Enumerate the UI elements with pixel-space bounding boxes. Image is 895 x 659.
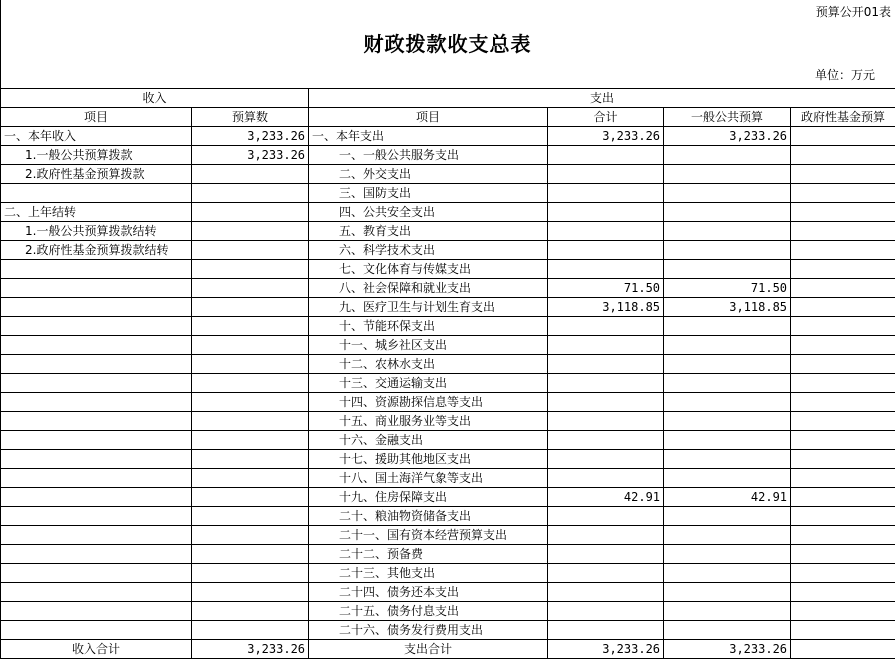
expense-fund-cell [791, 583, 895, 602]
expense-total-cell [548, 184, 664, 203]
expense-item-cell: 十八、国土海洋气象等支出 [309, 469, 548, 488]
income-item-cell: 1.一般公共预算拨款结转 [1, 222, 192, 241]
expense-total-cell: 3,118.85 [548, 298, 664, 317]
table-row [1, 355, 895, 374]
table-row [1, 564, 895, 583]
expense-item-cell: 二十三、其他支出 [309, 564, 548, 583]
table-row [1, 412, 895, 431]
expense-fund-cell [791, 621, 895, 640]
header-row-columns [1, 108, 895, 127]
expense-total-cell [548, 336, 664, 355]
income-item-cell [1, 374, 192, 393]
expense-total-cell [548, 241, 664, 260]
expense-fund-cell [791, 203, 895, 222]
expense-item-cell: 二十、粮油物资储备支出 [309, 507, 548, 526]
income-value-cell [192, 222, 309, 241]
income-value-cell [192, 583, 309, 602]
income-item-cell [1, 260, 192, 279]
expense-fund-cell [791, 165, 895, 184]
income-section-header: 收入 [1, 89, 309, 108]
expense-general-total: 3,233.26 [664, 640, 791, 659]
expense-fund-cell [791, 222, 895, 241]
expense-fund-cell [791, 355, 895, 374]
expense-item-cell: 十五、商业服务业等支出 [309, 412, 548, 431]
expense-item-cell: 十一、城乡社区支出 [309, 336, 548, 355]
income-value-cell [192, 393, 309, 412]
income-item-cell [1, 507, 192, 526]
expense-fund-cell [791, 298, 895, 317]
income-value-cell [192, 469, 309, 488]
income-total-value: 3,233.26 [192, 640, 309, 659]
income-value-cell [192, 165, 309, 184]
expense-fund-cell [791, 564, 895, 583]
expense-general-cell [664, 469, 791, 488]
income-item-cell [1, 317, 192, 336]
income-value-cell [192, 279, 309, 298]
income-value-cell [192, 602, 309, 621]
expense-fund-cell [791, 488, 895, 507]
expense-fund-cell [791, 336, 895, 355]
income-item-cell: 2.政府性基金预算拨款结转 [1, 241, 192, 260]
expense-general-cell [664, 526, 791, 545]
table-row [1, 450, 895, 469]
table-row [1, 545, 895, 564]
expense-item-cell: 二十四、债务还本支出 [309, 583, 548, 602]
expense-total-cell [548, 146, 664, 165]
income-value-cell [192, 507, 309, 526]
expense-item-cell: 五、教育支出 [309, 222, 548, 241]
expense-total-cell [548, 583, 664, 602]
header-row-sections [1, 89, 895, 108]
expense-general-cell: 42.91 [664, 488, 791, 507]
expense-total-value: 3,233.26 [548, 640, 664, 659]
income-item-cell [1, 355, 192, 374]
expense-fund-cell [791, 393, 895, 412]
expense-item-cell: 二十一、国有资本经营预算支出 [309, 526, 548, 545]
table-row [1, 146, 895, 165]
expense-item-cell: 十四、资源勘探信息等支出 [309, 393, 548, 412]
expense-total-cell: 3,233.26 [548, 127, 664, 146]
income-item-header: 项目 [1, 108, 192, 127]
expense-total-cell [548, 450, 664, 469]
expense-general-header: 一般公共预算 [664, 108, 791, 127]
income-item-cell [1, 621, 192, 640]
income-item-cell [1, 564, 192, 583]
page-title: 财政拨款收支总表 [363, 32, 532, 56]
expense-general-cell [664, 583, 791, 602]
expense-item-cell: 九、医疗卫生与计划生育支出 [309, 298, 548, 317]
income-value-cell [192, 431, 309, 450]
income-value-cell [192, 488, 309, 507]
expense-fund-cell [791, 412, 895, 431]
income-budget-header: 预算数 [192, 108, 309, 127]
expense-total-cell [548, 355, 664, 374]
expense-general-cell: 3,233.26 [664, 127, 791, 146]
expense-general-cell [664, 602, 791, 621]
table-row [1, 260, 895, 279]
expense-general-cell [664, 336, 791, 355]
income-item-cell [1, 431, 192, 450]
expense-item-cell: 十七、援助其他地区支出 [309, 450, 548, 469]
expense-item-cell: 一、一般公共服务支出 [309, 146, 548, 165]
expense-item-cell: 二十二、预备费 [309, 545, 548, 564]
expense-fund-cell [791, 184, 895, 203]
expense-general-cell [664, 450, 791, 469]
income-value-cell [192, 317, 309, 336]
expense-item-cell: 六、科学技术支出 [309, 241, 548, 260]
expense-fund-cell [791, 431, 895, 450]
income-item-cell [1, 469, 192, 488]
expense-general-cell [664, 241, 791, 260]
income-item-cell: 2.政府性基金预算拨款 [1, 165, 192, 184]
income-item-cell: 1.一般公共预算拨款 [1, 146, 192, 165]
expense-section-header: 支出 [309, 89, 895, 108]
expense-fund-header: 政府性基金预算 [791, 108, 895, 127]
income-value-cell [192, 545, 309, 564]
expense-fund-cell [791, 241, 895, 260]
income-value-cell [192, 260, 309, 279]
expense-total-cell [548, 393, 664, 412]
table-row [1, 469, 895, 488]
expense-total-cell [548, 602, 664, 621]
expense-fund-total [791, 640, 895, 659]
expense-item-cell: 八、社会保障和就业支出 [309, 279, 548, 298]
expense-general-cell [664, 507, 791, 526]
expense-fund-cell [791, 450, 895, 469]
expense-general-cell [664, 355, 791, 374]
expense-general-cell [664, 203, 791, 222]
expense-total-cell [548, 374, 664, 393]
table-row [1, 317, 895, 336]
income-item-cell [1, 488, 192, 507]
expense-total-cell [548, 165, 664, 184]
income-item-cell [1, 279, 192, 298]
income-value-cell [192, 450, 309, 469]
table-row [1, 241, 895, 260]
expense-total-header: 合计 [548, 108, 664, 127]
table-row [1, 488, 895, 507]
income-item-cell [1, 336, 192, 355]
income-value-cell: 3,233.26 [192, 127, 309, 146]
expense-total-cell [548, 621, 664, 640]
income-item-cell [1, 450, 192, 469]
income-value-cell [192, 621, 309, 640]
expense-total-cell [548, 260, 664, 279]
expense-item-cell: 二十五、债务付息支出 [309, 602, 548, 621]
income-item-cell [1, 298, 192, 317]
table-row [1, 583, 895, 602]
expense-general-cell [664, 317, 791, 336]
expense-general-cell: 3,118.85 [664, 298, 791, 317]
expense-general-cell [664, 564, 791, 583]
table-row [1, 374, 895, 393]
document-code: 预算公开01表 [815, 5, 891, 19]
expense-item-cell: 四、公共安全支出 [309, 203, 548, 222]
expense-fund-cell [791, 317, 895, 336]
expense-total-cell [548, 317, 664, 336]
table-row [1, 127, 895, 146]
expense-total-cell [548, 545, 664, 564]
table-row [1, 431, 895, 450]
table-row [1, 507, 895, 526]
income-item-cell [1, 526, 192, 545]
table-row [1, 298, 895, 317]
expense-total-cell [548, 222, 664, 241]
expense-fund-cell [791, 545, 895, 564]
expense-fund-cell [791, 526, 895, 545]
income-item-cell [1, 602, 192, 621]
table-row [1, 222, 895, 241]
table-row [1, 203, 895, 222]
expense-fund-cell [791, 260, 895, 279]
income-value-cell [192, 374, 309, 393]
income-value-cell [192, 241, 309, 260]
expense-item-cell: 十三、交通运输支出 [309, 374, 548, 393]
expense-item-cell: 十六、金融支出 [309, 431, 548, 450]
expense-general-cell [664, 184, 791, 203]
income-value-cell [192, 564, 309, 583]
income-value-cell [192, 412, 309, 431]
expense-item-cell: 十九、住房保障支出 [309, 488, 548, 507]
income-value-cell [192, 298, 309, 317]
unit-label: 单位：万元 [814, 68, 875, 82]
table-row [1, 184, 895, 203]
table-row [1, 602, 895, 621]
expense-general-cell [664, 165, 791, 184]
expense-fund-cell [791, 127, 895, 146]
expense-general-cell [664, 222, 791, 241]
table-row [1, 526, 895, 545]
income-value-cell: 3,233.26 [192, 146, 309, 165]
income-item-cell [1, 393, 192, 412]
budget-table [0, 88, 895, 659]
expense-fund-cell [791, 146, 895, 165]
expense-fund-cell [791, 469, 895, 488]
expense-item-cell: 一、本年支出 [309, 127, 548, 146]
expense-total-cell [548, 203, 664, 222]
expense-item-header: 项目 [309, 108, 548, 127]
table-row [1, 393, 895, 412]
expense-general-cell [664, 545, 791, 564]
expense-total-cell [548, 469, 664, 488]
expense-total-cell [548, 507, 664, 526]
expense-total-cell [548, 526, 664, 545]
expense-item-cell: 二、外交支出 [309, 165, 548, 184]
expense-item-cell: 三、国防支出 [309, 184, 548, 203]
income-value-cell [192, 184, 309, 203]
expense-total-cell [548, 412, 664, 431]
income-item-cell: 一、本年收入 [1, 127, 192, 146]
expense-total-cell: 71.50 [548, 279, 664, 298]
expense-general-cell [664, 431, 791, 450]
expense-item-cell: 十二、农林水支出 [309, 355, 548, 374]
income-item-cell: 二、上年结转 [1, 203, 192, 222]
expense-general-cell [664, 393, 791, 412]
income-value-cell [192, 526, 309, 545]
expense-fund-cell [791, 374, 895, 393]
income-value-cell [192, 355, 309, 374]
income-item-cell [1, 583, 192, 602]
income-total-label: 收入合计 [1, 640, 192, 659]
expense-general-cell [664, 260, 791, 279]
expense-fund-cell [791, 279, 895, 298]
table-row [1, 279, 895, 298]
expense-item-cell: 十、节能环保支出 [309, 317, 548, 336]
expense-total-cell: 42.91 [548, 488, 664, 507]
expense-total-cell [548, 431, 664, 450]
left-border [0, 0, 1, 88]
income-item-cell [1, 545, 192, 564]
expense-general-cell: 71.50 [664, 279, 791, 298]
expense-fund-cell [791, 602, 895, 621]
income-value-cell [192, 203, 309, 222]
table-row [1, 165, 895, 184]
expense-fund-cell [791, 507, 895, 526]
expense-general-cell [664, 374, 791, 393]
income-value-cell [192, 336, 309, 355]
expense-item-cell: 七、文化体育与传媒支出 [309, 260, 548, 279]
expense-general-cell [664, 146, 791, 165]
table-row [1, 621, 895, 640]
expense-item-cell: 二十六、债务发行费用支出 [309, 621, 548, 640]
expense-general-cell [664, 412, 791, 431]
footer-row [1, 640, 895, 659]
expense-total-label: 支出合计 [309, 640, 548, 659]
income-item-cell [1, 412, 192, 431]
income-item-cell [1, 184, 192, 203]
table-row [1, 336, 895, 355]
expense-general-cell [664, 621, 791, 640]
expense-total-cell [548, 564, 664, 583]
